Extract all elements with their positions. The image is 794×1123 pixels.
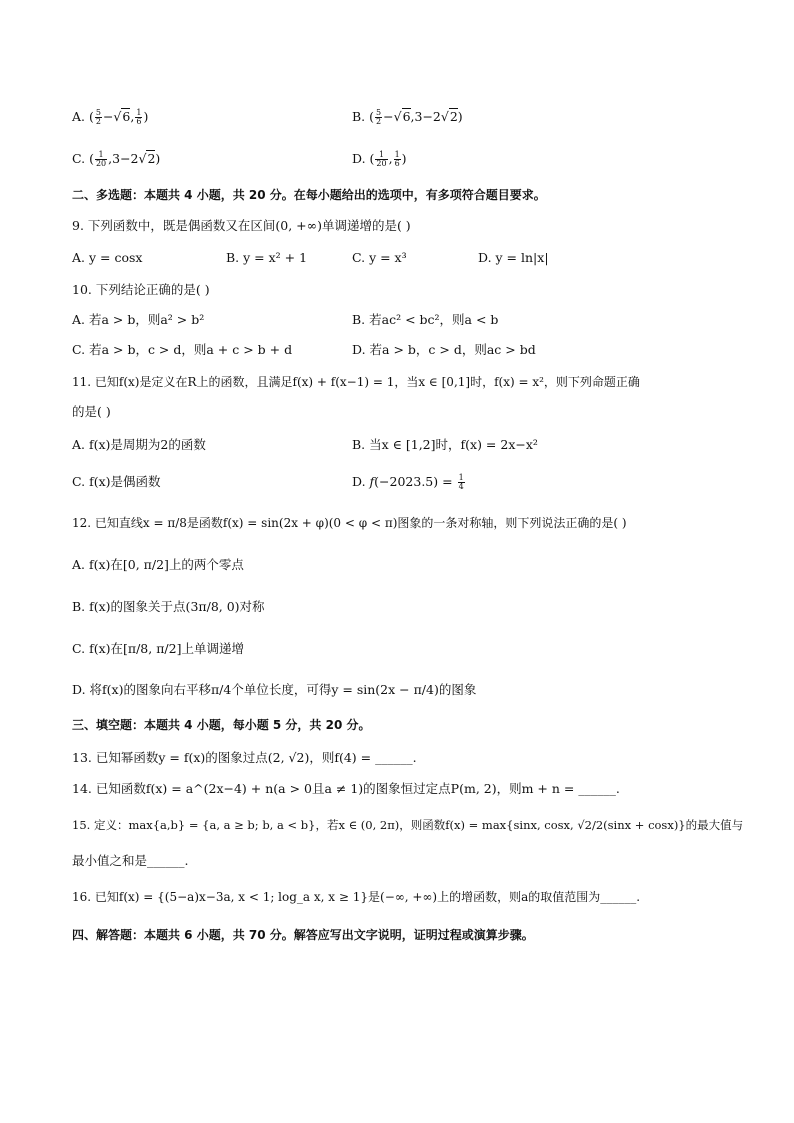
section4-title: 四、解答题：本题共 6 小题，共 70 分。解答应写出文字说明，证明过程或演算步骤。 <box>72 928 534 942</box>
q11-stem-line1: 11. 已知f(x)是定义在R上的函数，且满足f(x) + f(x−1) = 1，当x ∈ [0,1]时，f(x) = x²，则下列命题正确 <box>72 375 640 389</box>
q8-option-c: C. ( $\frac{1}{20}$ ,3−2√2) <box>72 150 161 168</box>
q11-option-a: A. f(x)是周期为2的函数 <box>72 437 206 452</box>
q12-stem: 12. 已知直线x = π/8是函数f(x) = sin(2x + φ)(0 < φ < π)图象的一条对称轴，则下列说法正确的是( ) <box>72 516 627 530</box>
q13-stem: 13. 已知幂函数y = f(x)的图象过点(2, √2)，则f(4) = ______. <box>72 750 417 765</box>
q12-option-d: D. 将f(x)的图象向右平移π/4个单位长度，可得y = sin(2x − π/4)的图象 <box>72 682 477 697</box>
q10-option-b: B. 若ac² < bc²，则a < b <box>352 312 499 327</box>
q16-stem: 16. 已知f(x) = {(5−a)x−3a, x < 1; log_a x, x ≥ 1}是(−∞, +∞)上的增函数，则a的取值范围为______. <box>72 890 641 904</box>
q10-stem: 10. 下列结论正确的是( ) <box>72 282 210 297</box>
q15-stem-line1: 15. 定义：max{a,b} = {a, a ≥ b; b, a < b}，若x ∈ (0, 2π)，则函数f(x) = max{sinx, cosx, √2/2(sinx + cosx)}的最大值与 <box>72 818 744 832</box>
q8-option-a: A. ( $\frac{5}{2}$ −√6, $\frac{1}{6}$ ) <box>72 108 149 126</box>
q9-option-a: A. y = cosx <box>72 250 143 265</box>
q12-option-c: C. f(x)在[π/8, π/2]上单调递增 <box>72 641 244 656</box>
q9-option-d: D. y = ln|x| <box>478 250 549 265</box>
q9-option-c: C. y = x³ <box>352 250 407 265</box>
q8-option-d: D. ( $\frac{1}{20}$ , $\frac{1}{6}$ ) <box>352 150 407 168</box>
q15-stem-line2: 最小值之和是______. <box>72 853 189 868</box>
q14-stem: 14. 已知函数f(x) = a^(2x−4) + n(a > 0且a ≠ 1)的图象恒过定点P(m, 2)，则m + n = ______. <box>72 781 620 796</box>
q11-option-b: B. 当x ∈ [1,2]时，f(x) = 2x−x² <box>352 437 538 452</box>
q10-option-c: C. 若a > b，c > d，则a + c > b + d <box>72 342 293 357</box>
q10-option-a: A. 若a > b，则a² > b² <box>72 312 205 327</box>
section3-title: 三、填空题：本题共 4 小题，每小题 5 分，共 20 分。 <box>72 718 371 732</box>
q10-option-d: D. 若a > b，c > d，则ac > bd <box>352 342 536 357</box>
q9-stem: 9. 下列函数中，既是偶函数又在区间(0, +∞)单调递增的是( ) <box>72 218 411 233</box>
q11-option-d: D. f(−2023.5) = $\frac{1}{4}$ <box>352 473 464 491</box>
q11-option-c: C. f(x)是偶函数 <box>72 474 161 489</box>
q12-option-a: A. f(x)在[0, π/2]上的两个零点 <box>72 557 244 572</box>
q8-option-b: B. ( $\frac{5}{2}$ −√6,3−2√2) <box>352 108 463 126</box>
q12-option-b: B. f(x)的图象关于点(3π/8, 0)对称 <box>72 599 265 614</box>
q9-option-b: B. y = x² + 1 <box>226 250 308 265</box>
q11-stem-line2: 的是( ) <box>72 404 111 419</box>
section2-title: 二、多选题：本题共 4 小题，共 20 分。在每小题给出的选项中，有多项符合题目要求。 <box>72 188 546 202</box>
